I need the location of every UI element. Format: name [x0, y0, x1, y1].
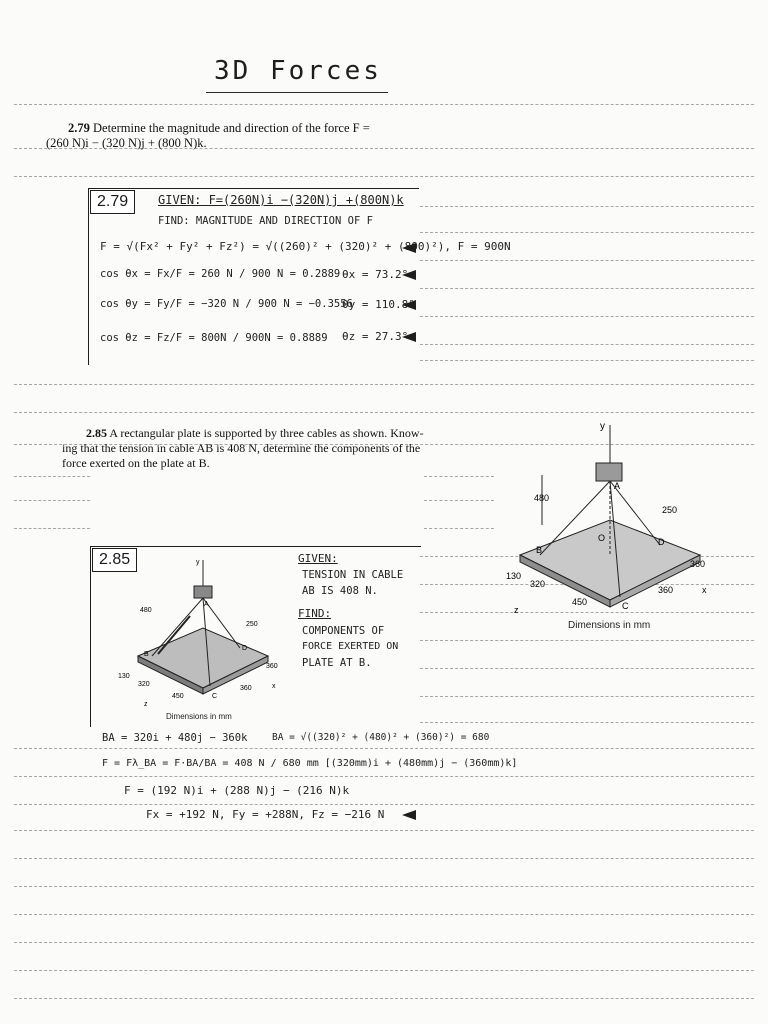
dim-320: 320 [530, 579, 546, 589]
small-dim-360-b: 360 [240, 685, 252, 692]
ruled-line [14, 914, 754, 915]
ruled-line [14, 970, 754, 971]
ruled-line [420, 640, 754, 641]
solution-279-find: FIND: MAGNITUDE AND DIRECTION OF F [158, 215, 373, 227]
small-point-b: B [144, 651, 149, 658]
solution-285-find-line1: COMPONENTS OF [302, 625, 385, 637]
solution-285-given-label: GIVEN: [298, 552, 338, 565]
problem-285-text [86, 426, 424, 441]
problem-279-text [68, 121, 370, 136]
ruled-line [420, 668, 754, 669]
problem-285-line2: ing that the tension in cable AB is 408 N, determine the components of the [62, 441, 421, 455]
ruled-line [420, 288, 754, 289]
solution-279-magnitude: F = √(Fx² + Fy² + Fz²) = √((260)² + (320)² + (800)²), F = 900N [100, 240, 511, 253]
problem-285-figure-caption: Dimensions in mm [568, 620, 651, 631]
ruled-line [424, 476, 494, 477]
solution-285-components: Fx = +192 N, Fy = +288N, Fz = −216 N [146, 808, 385, 821]
ruled-line [420, 316, 754, 317]
problem-285-line1: A rectangular plate is supported by three cables as shown. Know- [109, 426, 424, 440]
answer-arrow-icon [402, 243, 416, 253]
small-dim-480: 480 [140, 607, 152, 614]
solution-285-vector-ba: BA = 320i + 480j − 360k [102, 732, 248, 744]
dim-360-a: 360 [690, 559, 706, 569]
solution-285-figure-caption: Dimensions in mm [166, 712, 232, 721]
small-axis-x: x [272, 683, 276, 690]
problem-285-number: 2.85 [86, 426, 107, 440]
solution-279-given: GIVEN: F=(260N)i −(320N)j +(800N)k [158, 193, 404, 207]
solution-285-find-line3: PLATE AT B. [302, 657, 372, 669]
answer-arrow-icon [402, 810, 416, 820]
solution-279-cos-z: cos θz = Fz/F = 800N / 900N = 0.8889 [100, 332, 328, 344]
ruled-line [14, 384, 754, 385]
problem-279-line2: (260 N)i − (320 N)j + (800 N)k. [46, 136, 207, 150]
dim-360-b: 360 [658, 585, 674, 595]
small-axis-y: y [196, 559, 200, 566]
ruled-line [420, 344, 754, 345]
ruled-line [14, 804, 754, 805]
small-axis-z: z [144, 701, 148, 708]
axis-label-x: x [702, 585, 707, 595]
solution-285-force-result: F = (192 N)i + (288 N)j − (216 N)k [124, 784, 350, 797]
solution-285-find-label: FIND: [298, 607, 332, 620]
small-dim-130: 130 [118, 673, 130, 680]
ruled-line [420, 360, 754, 361]
ruled-line [420, 206, 754, 207]
answer-arrow-icon [402, 270, 416, 280]
ruled-line [14, 830, 754, 831]
small-dim-250: 250 [246, 621, 258, 628]
ruled-line [420, 696, 754, 697]
point-a: A [614, 481, 621, 491]
dim-450: 450 [572, 597, 588, 607]
ruled-line [14, 104, 754, 105]
ruled-line [14, 942, 754, 943]
problem-285-figure [490, 415, 730, 640]
point-c: C [622, 601, 629, 611]
solution-285-given-line1: TENSION IN CABLE [302, 569, 404, 581]
solution-279-cos-y: cos θy = Fy/F = −320 N / 900 N = −0.3556 [100, 298, 353, 310]
solution-285-tag: 2.85 [92, 548, 137, 572]
ruled-line [14, 528, 90, 529]
title-underline [206, 92, 388, 93]
point-d: D [658, 537, 665, 547]
solution-279-tag: 2.79 [90, 190, 135, 214]
ruled-line [14, 748, 754, 749]
solution-285-figure [118, 556, 288, 716]
ruled-line [14, 858, 754, 859]
dim-250: 250 [662, 505, 678, 515]
point-b: B [536, 545, 543, 555]
ruled-line [14, 886, 754, 887]
page-title: 3D Forces [214, 56, 382, 86]
small-dim-450: 450 [172, 693, 184, 700]
small-dim-360-a: 360 [266, 663, 278, 670]
answer-arrow-icon [402, 300, 416, 310]
ruled-line [420, 722, 754, 723]
answer-arrow-icon [402, 332, 416, 342]
problem-279-line1: Determine the magnitude and direction of the force F = [93, 121, 370, 135]
problem-285-line3: force exerted on the plate at B. [62, 456, 210, 470]
small-point-a: A [204, 601, 209, 608]
problem-279-number: 2.79 [68, 121, 90, 135]
ruled-line [420, 232, 754, 233]
solution-285-find-line2: FORCE EXERTED ON [302, 641, 399, 652]
solution-279-theta-y: θy = 110.8° [342, 298, 415, 311]
ruled-line [14, 500, 90, 501]
ruled-line [424, 528, 494, 529]
ruled-line [14, 998, 754, 999]
small-point-c: C [212, 693, 218, 700]
ruled-line [424, 500, 494, 501]
small-dim-320: 320 [138, 681, 150, 688]
ruled-line [14, 776, 754, 777]
point-o: O [598, 533, 606, 543]
solution-285-given-line2: AB IS 408 N. [302, 585, 378, 597]
ruled-line [420, 260, 754, 261]
ruled-line [14, 412, 754, 413]
axis-label-y: y [600, 421, 605, 432]
ruled-line [14, 476, 90, 477]
solution-285-force-equation: F = Fλ_BA = F·BA/BA = 408 N / 680 mm [(320mm)i + (480mm)j − (360mm)k] [102, 758, 518, 769]
axis-label-z: z [514, 605, 519, 615]
solution-279-theta-z: θz = 27.3° [342, 330, 409, 343]
solution-285-magnitude-ba: BA = √((320)² + (480)² + (360)²) = 680 [272, 732, 490, 743]
solution-279-theta-x: θx = 73.2° [342, 268, 409, 281]
dim-130: 130 [506, 571, 522, 581]
solution-279-cos-x: cos θx = Fx/F = 260 N / 900 N = 0.2889 [100, 268, 341, 280]
dim-480: 480 [534, 493, 550, 503]
ruled-line [14, 176, 754, 177]
small-point-d: D [242, 645, 248, 652]
